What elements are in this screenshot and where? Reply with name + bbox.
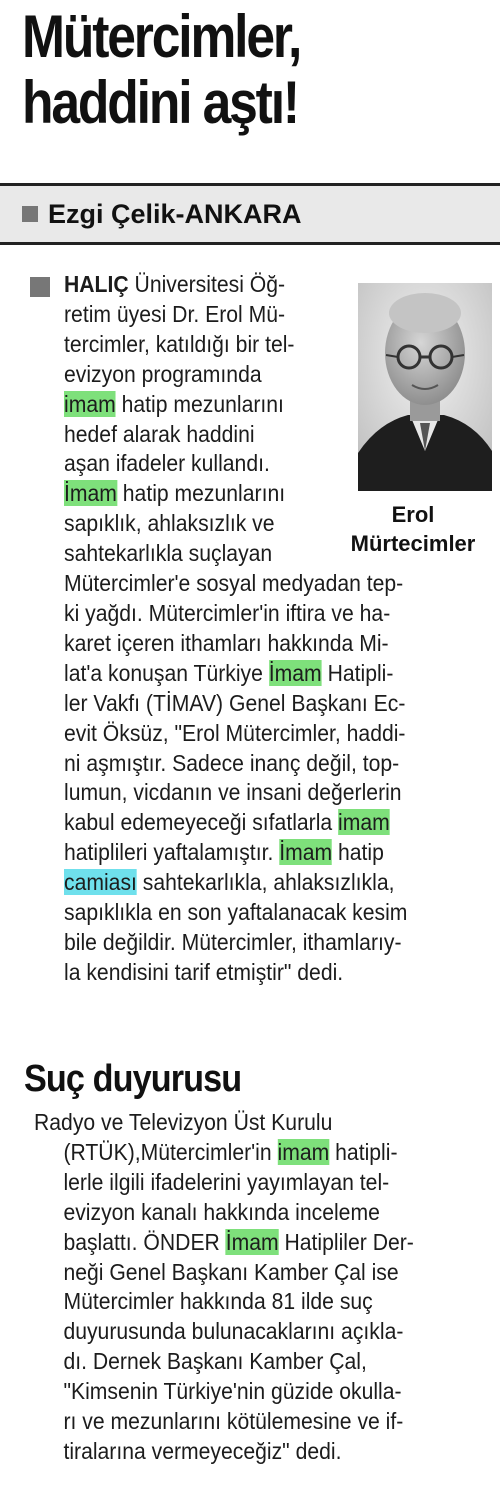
headline-line-1: Mütercimler,: [22, 3, 301, 70]
highlighted-term-cyan: camiası: [64, 869, 137, 896]
lead-bullet-square-icon: [30, 277, 50, 297]
bullet-square-icon: [22, 206, 38, 222]
highlighted-term: imam: [64, 390, 116, 417]
byline-bar: [0, 183, 500, 245]
headline-line-2: haddini aştı!: [22, 69, 298, 136]
highlighted-term: imam: [277, 1138, 330, 1165]
headline: [22, 4, 426, 136]
byline: Ezgi Çelik-ANKARA: [48, 199, 302, 229]
lead-word: HALIÇ: [64, 271, 129, 297]
highlighted-term: imam: [338, 809, 390, 836]
section-subhead: Suç duyurusu: [24, 1058, 242, 1100]
photo-caption-line-2: Mürtecimler: [350, 531, 476, 556]
highlighted-term: İmam: [225, 1228, 279, 1255]
highlighted-term: İmam: [279, 839, 333, 866]
highlighted-term: İmam: [268, 659, 322, 686]
article-paragraph-1: HALIÇ Üniversitesi Öğ- retim üyesi Dr. Erol Mü- tercimler, katıldığı bir tel- evizyon programında imam hatip mezunlarını hedef alarak haddini aşan ifadeler kullandı. İmam hatip mezunlarını sapıklık, ahlaksızlık ve sahtekarlıkla suçlayan Mütercimler'e sosyal medyadan tep- ki yağdı. Mütercimler'in iftira ve ha- karet içeren ithamları hakkında Mi- lat'a konuşan Türkiye İmam Hatipli- ler Vakfı (TİMAV) Genel Başkanı Ec- evit Öksüz, "Erol Mütercimler, haddi- ni aşmıştır. Sadece inanç değil, top- lumun, vicdanın ve insani değerlerin kabul edemeyeceği sıfatlarla imam hatiplileri yaftalamıştır. İmam hatip camiası sahtekarlıkla, ahlaksızlıkla, sapıklıkla en son yaftalanacak kesim bile değildir. Mütercimler, ithamlarıy- la kendisini tarif etmiştir" dedi.: [64, 271, 408, 985]
photo-caption-line-1: Erol: [391, 502, 435, 527]
article-paragraph-2: Radyo ve Televizyon Üst Kurulu (RTÜK),Mütercimler'in imam hatipli- lerle ilgili ifadelerini yayımlayan tel- evizyon kanalı hakkında inceleme başlattı. ÖNDER İmam Hatipliler Der- neği Genel Başkanı Kamber Çal ise Mütercimler hakkında 81 ilde suç duyurusunda bulunacaklarını açıkla- dı. Dernek Başkanı Kamber Çal, "Kimsenin Türkiye'nin güzide okulla- rı ve mezunlarını kötülemesine ve if- tiralarına vermeyeceğiz" dedi.: [34, 1109, 414, 1464]
highlighted-term: İmam: [64, 480, 117, 507]
